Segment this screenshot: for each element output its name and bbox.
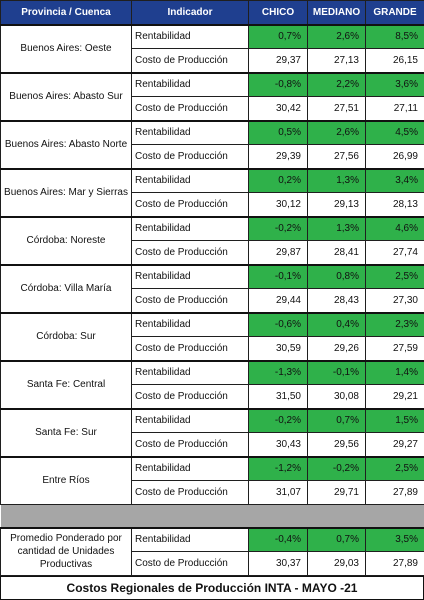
region-name: Santa Fe: Central	[1, 361, 132, 409]
region-name: Buenos Aires: Abasto Sur	[1, 73, 132, 121]
costo-chico-value: 30,43	[249, 433, 308, 457]
header-row	[1, 1, 424, 25]
rent-chico-value: -0,6%	[249, 313, 308, 337]
costo-mediano-value: 28,41	[308, 241, 366, 265]
region-name: Buenos Aires: Mar y Sierras	[1, 169, 132, 217]
indicator-label: Rentabilidad	[132, 265, 249, 289]
rent-chico-value: -0,2%	[249, 217, 308, 241]
indicator-label: Costo de Producción	[132, 481, 249, 505]
costo-grande-value: 28,13	[366, 193, 424, 217]
rent-mediano-value: 0,4%	[308, 313, 366, 337]
indicator-label: Rentabilidad	[132, 313, 249, 337]
indicator-label: Costo de Producción	[132, 193, 249, 217]
costo-grande-value: 27,89	[366, 481, 424, 505]
rent-chico-value: -0,4%	[249, 528, 308, 552]
indicator-label: Rentabilidad	[132, 25, 249, 49]
costo-grande-value: 27,11	[366, 97, 424, 121]
costo-mediano-value: 29,03	[308, 552, 366, 576]
table-row	[1, 457, 424, 481]
rent-chico-value: 0,2%	[249, 169, 308, 193]
costo-grande-value: 27,59	[366, 337, 424, 361]
table-body	[1, 25, 424, 576]
indicator-label: Costo de Producción	[132, 49, 249, 73]
indicator-label: Costo de Producción	[132, 385, 249, 409]
costo-chico-value: 29,39	[249, 145, 308, 169]
indicator-label: Rentabilidad	[132, 121, 249, 145]
region-name: Buenos Aires: Oeste	[1, 25, 132, 73]
indicator-label: Rentabilidad	[132, 457, 249, 481]
separator-cell	[1, 505, 424, 528]
table-row	[1, 313, 424, 337]
table-row	[1, 361, 424, 385]
costo-chico-value: 29,44	[249, 289, 308, 313]
indicator-label: Rentabilidad	[132, 217, 249, 241]
rent-grande-value: 2,5%	[366, 457, 424, 481]
rent-mediano-value: 2,6%	[308, 121, 366, 145]
indicator-label: Costo de Producción	[132, 337, 249, 361]
rent-chico-value: -1,3%	[249, 361, 308, 385]
region-name: Córdoba: Sur	[1, 313, 132, 361]
separator-row	[1, 505, 424, 528]
region-name: Córdoba: Villa María	[1, 265, 132, 313]
indicator-label: Rentabilidad	[132, 169, 249, 193]
costo-mediano-value: 30,08	[308, 385, 366, 409]
indicator-label: Rentabilidad	[132, 73, 249, 97]
rent-chico-value: 0,7%	[249, 25, 308, 49]
rent-grande-value: 3,4%	[366, 169, 424, 193]
region-name: Buenos Aires: Abasto Norte	[1, 121, 132, 169]
costo-chico-value: 30,37	[249, 552, 308, 576]
costo-chico-value: 31,07	[249, 481, 308, 505]
costo-chico-value: 29,87	[249, 241, 308, 265]
rent-grande-value: 3,5%	[366, 528, 424, 552]
costo-grande-value: 27,89	[366, 552, 424, 576]
rent-grande-value: 2,5%	[366, 265, 424, 289]
costo-chico-value: 30,59	[249, 337, 308, 361]
rent-chico-value: -0,8%	[249, 73, 308, 97]
region-name: Entre Ríos	[1, 457, 132, 505]
rent-mediano-value: 2,6%	[308, 25, 366, 49]
costo-mediano-value: 27,56	[308, 145, 366, 169]
rent-mediano-value: -0,2%	[308, 457, 366, 481]
rent-grande-value: 3,6%	[366, 73, 424, 97]
rent-mediano-value: 2,2%	[308, 73, 366, 97]
rent-mediano-value: 1,3%	[308, 169, 366, 193]
indicator-label: Costo de Producción	[132, 241, 249, 265]
region-name: Córdoba: Noreste	[1, 217, 132, 265]
indicator-label: Rentabilidad	[132, 361, 249, 385]
region-name: Promedio Ponderado por cantidad de Unidades Productivas	[1, 528, 132, 576]
rent-grande-value: 1,5%	[366, 409, 424, 433]
table-row	[1, 73, 424, 97]
indicator-label: Rentabilidad	[132, 528, 249, 552]
indicator-label: Costo de Producción	[132, 552, 249, 576]
header-provincia: Provincia / Cuenca	[1, 1, 132, 25]
rent-chico-value: -0,1%	[249, 265, 308, 289]
region-name: Santa Fe: Sur	[1, 409, 132, 457]
table-row	[1, 217, 424, 241]
costo-grande-value: 26,99	[366, 145, 424, 169]
costo-mediano-value: 29,13	[308, 193, 366, 217]
costo-grande-value: 26,15	[366, 49, 424, 73]
table-row	[1, 409, 424, 433]
costo-mediano-value: 29,26	[308, 337, 366, 361]
costo-grande-value: 29,21	[366, 385, 424, 409]
rent-grande-value: 4,5%	[366, 121, 424, 145]
header-indicador: Indicador	[132, 1, 249, 25]
header-mediano: MEDIANO	[308, 1, 366, 25]
indicator-label: Rentabilidad	[132, 409, 249, 433]
header-chico: CHICO	[249, 1, 308, 25]
rent-mediano-value: 0,8%	[308, 265, 366, 289]
costo-mediano-value: 29,56	[308, 433, 366, 457]
costo-chico-value: 30,42	[249, 97, 308, 121]
costo-chico-value: 31,50	[249, 385, 308, 409]
costo-mediano-value: 29,71	[308, 481, 366, 505]
table-row	[1, 169, 424, 193]
costo-mediano-value: 28,43	[308, 289, 366, 313]
rent-grande-value: 8,5%	[366, 25, 424, 49]
costo-chico-value: 29,37	[249, 49, 308, 73]
report-footer: Costos Regionales de Producción INTA - MAYO -21	[0, 576, 424, 600]
rent-mediano-value: 0,7%	[308, 528, 366, 552]
table-row	[1, 528, 424, 552]
rent-chico-value: -0,2%	[249, 409, 308, 433]
indicator-label: Costo de Producción	[132, 433, 249, 457]
table-row	[1, 121, 424, 145]
costo-mediano-value: 27,13	[308, 49, 366, 73]
rent-grande-value: 2,3%	[366, 313, 424, 337]
costo-grande-value: 27,74	[366, 241, 424, 265]
table-row	[1, 265, 424, 289]
rent-mediano-value: 0,7%	[308, 409, 366, 433]
rent-mediano-value: 1,3%	[308, 217, 366, 241]
rent-grande-value: 4,6%	[366, 217, 424, 241]
table-row	[1, 25, 424, 49]
costo-chico-value: 30,12	[249, 193, 308, 217]
rent-chico-value: 0,5%	[249, 121, 308, 145]
indicator-label: Costo de Producción	[132, 97, 249, 121]
rent-chico-value: -1,2%	[249, 457, 308, 481]
costo-grande-value: 27,30	[366, 289, 424, 313]
header-grande: GRANDE	[366, 1, 424, 25]
costo-mediano-value: 27,51	[308, 97, 366, 121]
costo-grande-value: 29,27	[366, 433, 424, 457]
indicator-label: Costo de Producción	[132, 289, 249, 313]
indicator-label: Costo de Producción	[132, 145, 249, 169]
rent-grande-value: 1,4%	[366, 361, 424, 385]
rent-mediano-value: -0,1%	[308, 361, 366, 385]
